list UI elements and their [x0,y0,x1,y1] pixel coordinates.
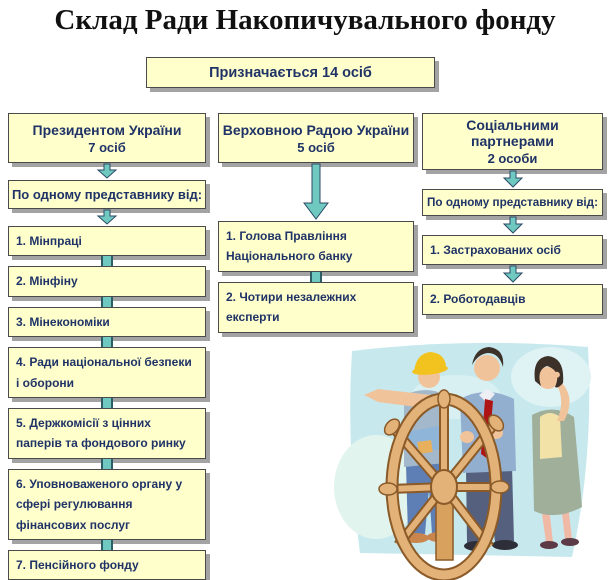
people-at-ship-wheel-illustration [336,337,610,560]
item-box: 2. Роботодавців [422,284,603,314]
header-line1: Президентом України [32,121,182,138]
header-box [422,113,603,170]
column-partners [422,113,603,315]
subheader-box: По одному представнику від: [422,189,603,216]
header-line2: 2 особи [487,151,538,166]
item-list [8,226,206,580]
total-appointment-label: Призначається 14 осіб [209,64,372,81]
connector [101,540,113,550]
header-box [8,113,206,163]
connector [101,398,113,408]
item-box: 1. Застрахованих осіб [422,235,603,265]
page-title: Склад Ради Накопичувального фонду [54,4,556,36]
header-line2: 7 осіб [88,139,126,155]
header-line2: 5 осіб [297,139,335,155]
arrow-down-long-icon [218,163,414,221]
subheader-box: По одному представнику від: [8,180,206,209]
item-box: 2. Чотири незалежних експерти [218,282,414,333]
item-box: 4. Ради національної безпеки і оборони [8,347,206,398]
arrow-down-icon [8,209,206,226]
header-line1: Соціальними партнерами [466,117,559,149]
arrow-down-icon [422,265,603,284]
connector [101,297,113,307]
arrow-down-icon [422,170,603,189]
item-box: 2. Мінфіну [8,266,206,296]
item-list [218,221,414,333]
arrow-down-icon [8,163,206,180]
item-box: 7. Пенсійного фонду [8,550,206,580]
item-list [422,235,603,315]
header-box [218,113,414,163]
column-president [8,113,206,580]
item-box: 1. Мінпраці [8,226,206,256]
item-box: 1. Голова Правління Національного банку [218,221,414,272]
column-parliament [218,113,414,333]
arrow-down-icon [422,216,603,235]
connector [101,256,113,266]
item-box: 3. Мінекономіки [8,307,206,337]
item-box: 5. Держкомісії з цінних паперів та фондового ринку [8,408,206,459]
total-appointment-box [146,57,435,88]
connector [310,272,322,282]
item-box: 6. Уповноваженого органу у сфері регулювання фінансових послуг [8,469,206,540]
connector [101,459,113,469]
connector [101,337,113,347]
header-line1: Верховною Радою України [222,121,410,138]
